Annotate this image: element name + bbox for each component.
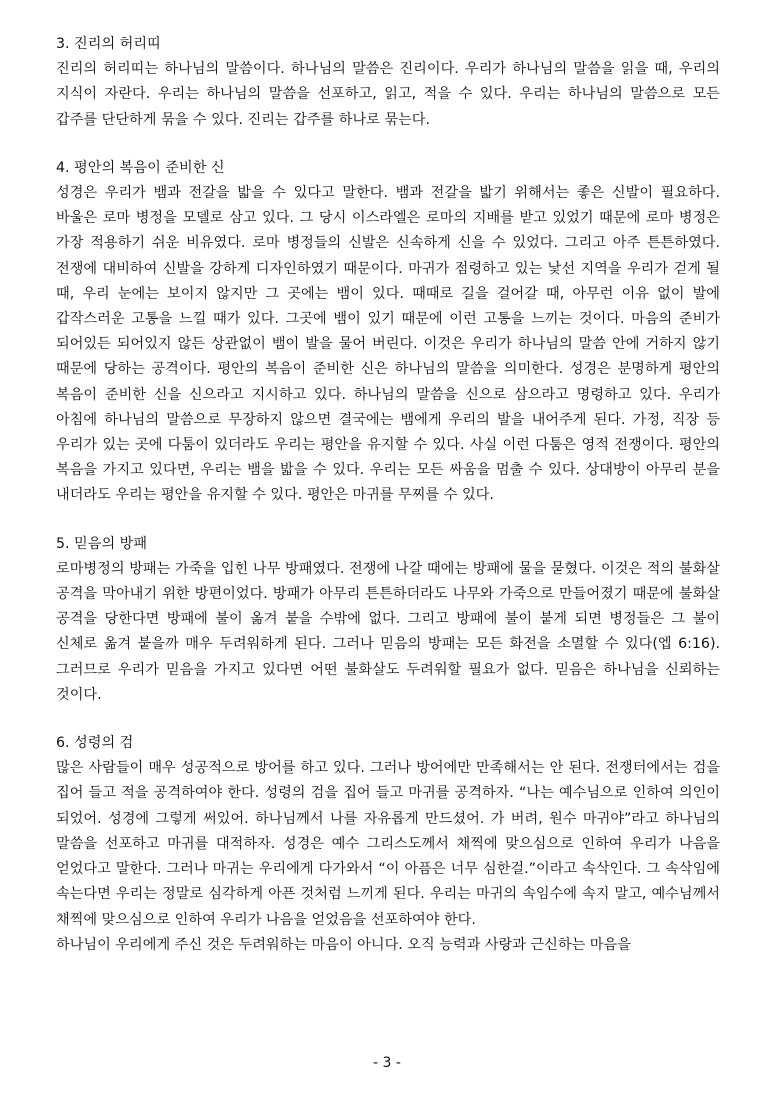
section-paragraph: 진리의 허리띠는 하나님의 말씀이다. 하나님의 말씀은 진리이다. 우리가 하나님의 말씀을 읽을 때, 우리의 지식이 자란다. 우리는 하나님의 말씀을 선포하고, 읽고, 적을 수 있다. 우리는 하나님의 말씀으로 모든 갑주를 단단하게 묶을 수 있다. 진리는 갑주를 하나로 묶는다.: [56, 61, 720, 128]
section-paragraph: 하나님이 우리에게 주신 것은 두려워하는 마음이 아니다. 오직 능력과 사랑과 근신하는 마음을: [56, 936, 631, 953]
section-paragraph: 로마병정의 방패는 가죽을 입힌 나무 방패였다. 전쟁에 나갈 때에는 방패에 물을 묻혔다. 이것은 적의 불화살 공격을 막아내기 위한 방편이었다. 방패가 아무리 튼튼하더라도 나무와 가죽으로 만들어졌기 때문에 불화살 공격을 당한다면 방패에 불이 옮겨 붙을 수밖에 없다. 그리고 방패에 불이 붙게 되면 병정들은 그 불이 신체로 옮겨 붙을까 매우 두려워하게 된다. 그러나 믿음의 방패는 모든 화전을 소멸할 수 있다(엡 6:16). 그러므로 우리가 믿음을 가지고 있다면 어떤 불화살도 두려워할 필요가 없다. 믿음은 하나님을 신뢰하는 것이다.: [56, 560, 720, 703]
section-heading: 3. 진리의 허리띠: [56, 36, 161, 52]
document-page: [56, 32, 720, 958]
section-heading: 6. 성령의 검: [56, 735, 134, 752]
section-paragraph: 많은 사람들이 매우 성공적으로 방어를 하고 있다. 그러나 방어에만 만족해서는 안 된다. 전쟁터에서는 검을 집어 들고 적을 공격하여야 한다. 성령의 검을 집어 들고 마귀를 공격하자. “나는 예수님으로 인하여 의인이 되었어. 성경에 그렇게 써있어. 하나님께서 나를 자유롭게 만드셨어. 가 버려, 원수 마귀야”라고 하나님의 말씀을 선포하고 마귀를 대적하자. 성경은 예수 그리스도께서 채찍에 맞으심으로 인하여 우리가 나음을 얻었다고 말한다. 그러나 마귀는 우리에게 다가와서 “이 아픔은 너무 심한걸.”이라고 속삭인다. 그 속삭임에 속는다면 우리는 정말로 심각하게 아픈 것처럼 느끼게 된다. 우리는 마귀의 속임수에 속지 말고, 예수님께서 채찍에 맞으심으로 인하여 우리가 나음을 얻었음을 선포하여야 한다.: [56, 760, 720, 928]
section-heading: 5. 믿음의 방패: [56, 535, 148, 552]
section-truth-belt: [56, 32, 720, 133]
section-paragraph: 성경은 우리가 뱀과 전갈을 밟을 수 있다고 말한다. 뱀과 전갈을 밟기 위해서는 좋은 신발이 필요하다. 바울은 로마 병정을 모델로 삼고 있다. 그 당시 이스라엘은 로마의 지배를 받고 있었기 때문에 로마 병정은 가장 적용하기 쉬운 비유였다. 로마 병정들의 신발은 신속하게 신을 수 있었다. 그리고 아주 튼튼하였다. 전쟁에 대비하여 신발을 강하게 디자인하였기 때문이다. 마귀가 점령하고 있는 낯선 지역을 우리가 걷게 될 때, 우리 눈에는 보이지 않지만 그 곳에는 뱀이 있다. 때때로 길을 걸어갈 때, 아무런 이유 없이 발에 갑작스러운 고통을 느낄 때가 있다. 그곳에 뱀이 있기 때문에 이런 고통을 느끼는 것이다. 마음의 준비가 되어있든 되어있지 않든 상관없이 뱀이 발을 물어 버린다. 이것은 우리가 하나님의 말씀 안에 거하지 않기 때문에 당하는 공격이다. 평안의 복음이 준비한 신은 하나님의 말씀을 의미한다. 성경은 분명하게 평안의 복음이 준비한 신을 신으라고 지시하고 있다. 하나님의 말씀을 신으로 삼으라고 명령하고 있다. 우리가 아침에 하나님의 말씀으로 무장하지 않으면 결국에는 뱀에게 우리의 발을 내어주게 된다. 가정, 직장 등 우리가 있는 곳에 다툼이 있더라도 우리는 평안을 유지할 수 있다. 사실 이런 다툼은 영적 전쟁이다. 평안의 복음을 가지고 있다면, 우리는 뱀을 밟을 수 있다. 우리는 모든 싸움을 멈출 수 있다. 상대방이 아무리 분을 내더라도 우리는 평안을 유지할 수 있다. 평안은 마귀를 무찌를 수 있다.: [56, 185, 720, 504]
section-heading: 4. 평안의 복음이 준비한 신: [56, 159, 225, 176]
page-number: - 3 -: [373, 1055, 401, 1071]
section-faith-shield: [56, 532, 720, 708]
section-gospel-shoes: [56, 156, 720, 509]
section-spirit-sword: [56, 731, 720, 958]
